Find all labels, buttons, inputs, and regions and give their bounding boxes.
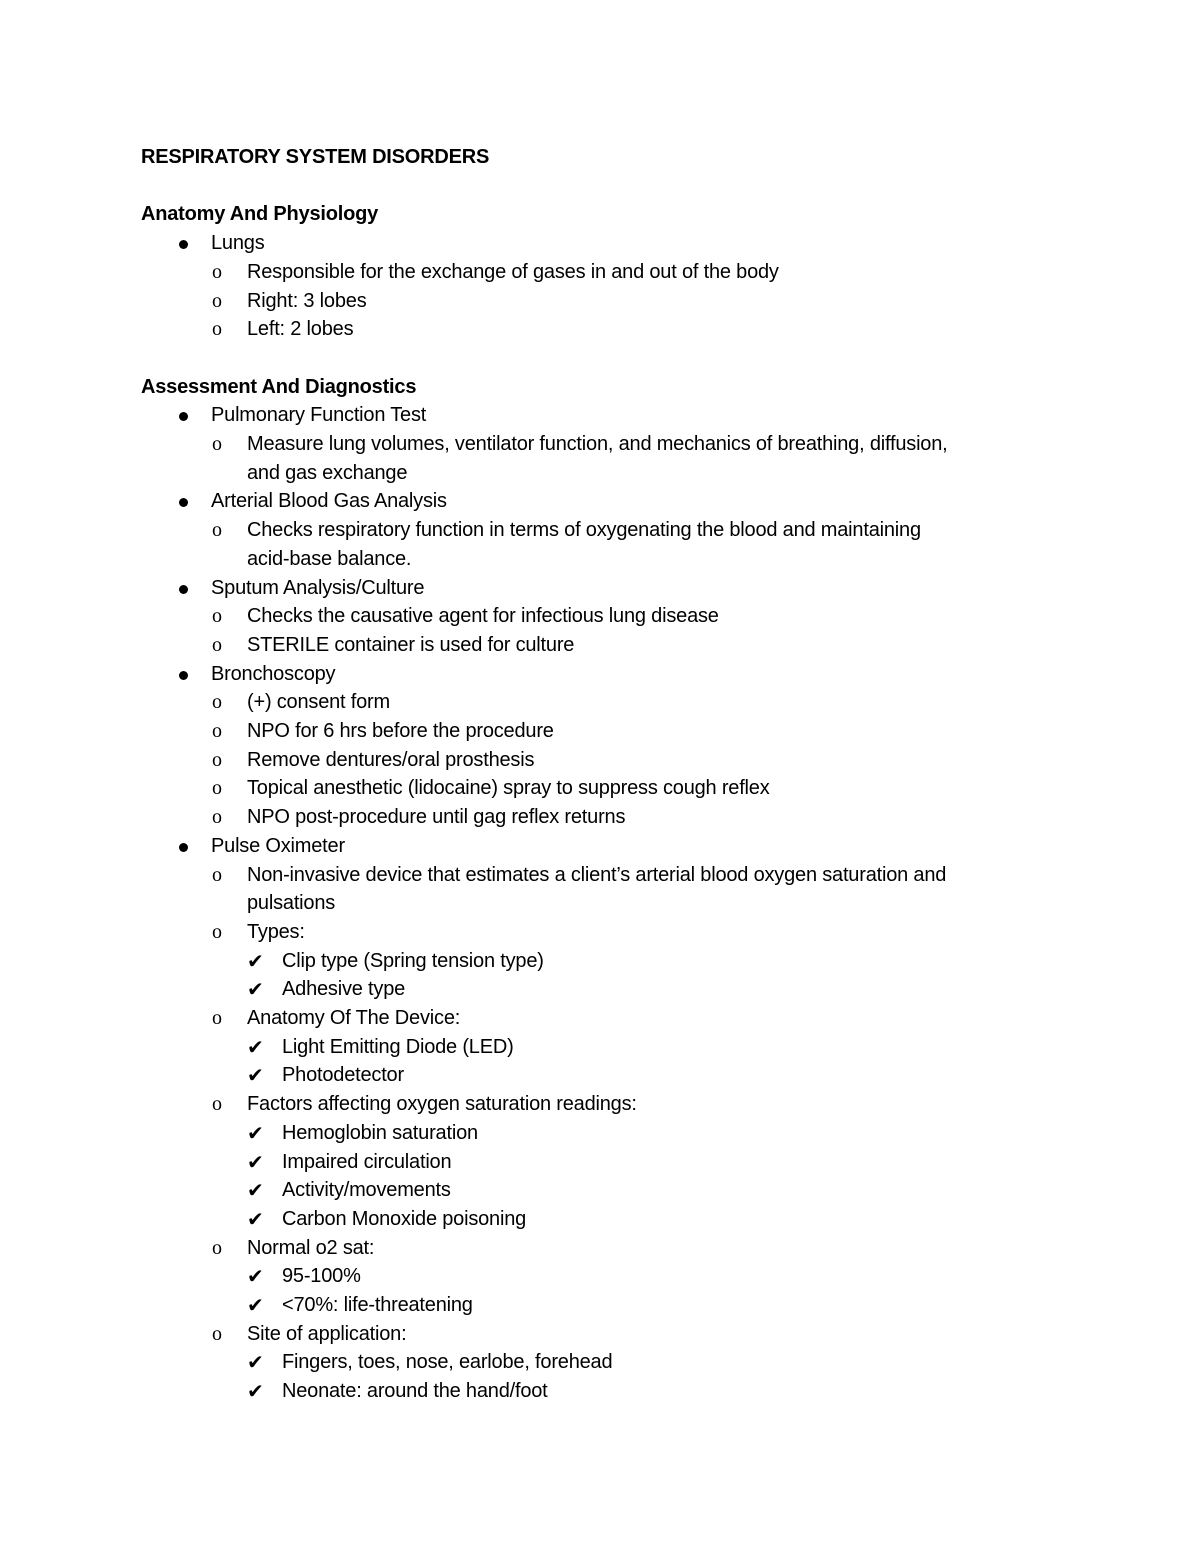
sub-list-item: Site of application: [247, 1322, 407, 1345]
check-list-item: 95-100% [282, 1265, 361, 1288]
sub-bullet-icon: o [212, 863, 222, 886]
section-heading: Assessment And Diagnostics [141, 375, 417, 398]
check-list-item: Activity/movements [282, 1179, 451, 1202]
sub-bullet-icon: o [212, 260, 222, 283]
bullet-icon [179, 843, 188, 852]
checkmark-icon: ✔ [247, 1120, 264, 1145]
checkmark-icon: ✔ [247, 977, 264, 1002]
sub-list-item: Topical anesthetic (lidocaine) spray to suppress cough reflex [247, 777, 770, 800]
check-list-item: Photodetector [282, 1064, 404, 1087]
check-list-item: Hemoglobin saturation [282, 1121, 478, 1144]
checkmark-icon: ✔ [247, 948, 264, 973]
sub-bullet-icon: o [212, 605, 222, 628]
sub-bullet-icon: o [212, 720, 222, 742]
sub-bullet-icon: o [212, 777, 222, 800]
sub-bullet-icon: o [212, 1093, 222, 1116]
sub-list-item: Right: 3 lobes [247, 289, 367, 312]
sub-bullet-icon: o [212, 748, 222, 771]
sub-list-item: Responsible for the exchange of gases in and out of the body [247, 260, 779, 283]
list-item: Pulse Oximeter [211, 834, 345, 857]
sub-bullet-icon: o [212, 289, 222, 312]
check-list-item: Impaired circulation [282, 1150, 452, 1173]
checkmark-icon: ✔ [247, 1379, 264, 1404]
list-item: Pulmonary Function Test [211, 404, 427, 427]
sub-list-item: Types: [247, 920, 305, 943]
sub-list-item: NPO for 6 hrs before the procedure [247, 720, 554, 742]
check-list-item: Carbon Monoxide poisoning [282, 1207, 527, 1230]
sub-bullet-icon: o [212, 433, 222, 455]
check-list-item: <70%: life-threatening [282, 1294, 473, 1316]
sub-list-item: Normal o2 sat: [247, 1236, 375, 1259]
sub-list-item: Non-invasive device that estimates a client’s arterial blood oxygen saturation and [247, 863, 947, 886]
sub-list-item: Remove dentures/oral prosthesis [247, 748, 535, 771]
sub-list-item: NPO post-procedure until gag reflex returns [247, 806, 626, 829]
bullet-icon [179, 240, 188, 249]
section-heading: Anatomy And Physiology [141, 203, 379, 226]
sub-bullet-icon: o [212, 806, 222, 829]
sub-list-item: Checks respiratory function in terms of oxygenating the blood and maintaining [247, 519, 921, 542]
sub-list-item: STERILE container is used for culture [247, 633, 575, 656]
sub-bullet-icon: o [212, 1236, 222, 1259]
checkmark-icon: ✔ [247, 1350, 264, 1375]
check-list-item: Adhesive type [282, 978, 406, 1001]
check-list-item: Neonate: around the hand/foot [282, 1380, 548, 1403]
checkmark-icon: ✔ [247, 1149, 264, 1174]
sub-list-item: Measure lung volumes, ventilator function, and mechanics of breathing, diffusion, [247, 433, 948, 455]
sub-list-item: Checks the causative agent for infectious lung disease [247, 605, 719, 628]
document-title: RESPIRATORY SYSTEM DISORDERS [141, 146, 490, 168]
sub-bullet-icon: o [212, 920, 222, 943]
checkmark-icon: ✔ [247, 1178, 264, 1203]
sub-list-item-continued: pulsations [247, 892, 336, 915]
sub-bullet-icon: o [212, 318, 222, 341]
sub-list-item: Anatomy Of The Device: [247, 1007, 461, 1029]
sub-list-item-continued: acid-base balance. [247, 547, 412, 570]
sub-bullet-icon: o [212, 519, 222, 542]
checkmark-icon: ✔ [247, 1034, 264, 1059]
checkmark-icon: ✔ [247, 1264, 264, 1289]
list-item: Bronchoscopy [211, 662, 336, 685]
checkmark-icon: ✔ [247, 1206, 264, 1231]
check-list-item: Light Emitting Diode (LED) [282, 1035, 514, 1058]
bullet-icon [179, 585, 188, 594]
checkmark-icon: ✔ [247, 1063, 264, 1088]
list-item: Arterial Blood Gas Analysis [211, 490, 447, 513]
bullet-icon [179, 498, 188, 507]
list-item: Lungs [211, 232, 265, 255]
sub-list-item: Factors affecting oxygen saturation readings: [247, 1093, 637, 1116]
sub-list-item-continued: and gas exchange [247, 461, 408, 484]
checkmark-icon: ✔ [247, 1293, 264, 1317]
check-list-item: Clip type (Spring tension type) [282, 949, 544, 972]
sub-list-item: (+) consent form [247, 691, 390, 714]
list-item: Sputum Analysis/Culture [211, 576, 425, 599]
check-list-item: Fingers, toes, nose, earlobe, forehead [282, 1351, 613, 1374]
sub-bullet-icon: o [212, 633, 222, 656]
sub-list-item: Left: 2 lobes [247, 318, 354, 341]
bullet-icon [179, 671, 188, 680]
sub-bullet-icon: o [212, 691, 222, 714]
bullet-icon [179, 412, 188, 421]
sub-bullet-icon: o [212, 1322, 222, 1345]
sub-bullet-icon: o [212, 1007, 222, 1029]
